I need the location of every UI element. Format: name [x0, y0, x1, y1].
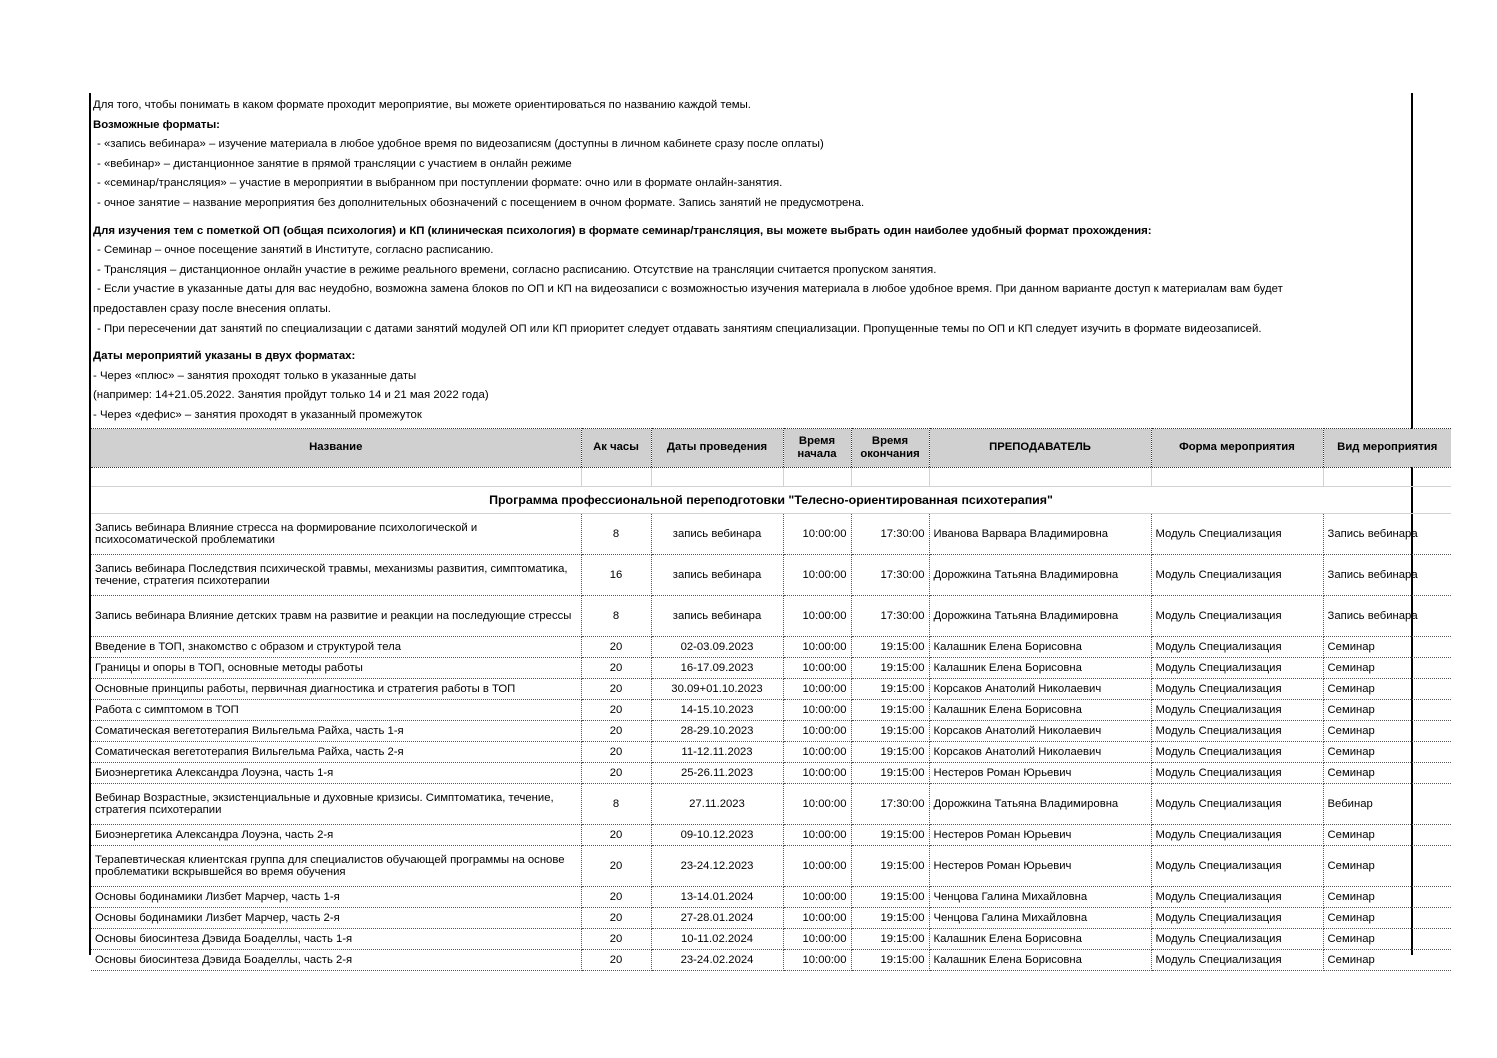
- cell-end-time: 17:30:00: [851, 784, 929, 825]
- cell-hours: 20: [581, 700, 651, 721]
- cell-teacher: Дорожкина Татьяна Владимировна: [929, 555, 1151, 596]
- cell-kind: Вебинар: [1323, 784, 1451, 825]
- spacer: [93, 214, 1411, 222]
- cell-end-time: 19:15:00: [851, 721, 929, 742]
- cell-start-time: 10:00:00: [783, 679, 851, 700]
- cell-hours: 16: [581, 555, 651, 596]
- table-head: [91, 429, 1451, 468]
- cell-form: Модуль Специализация: [1151, 763, 1323, 784]
- cell-teacher: Дорожкина Татьяна Владимировна: [929, 784, 1151, 825]
- cell-teacher: Калашник Елена Борисовна: [929, 637, 1151, 658]
- cell-dates: 02-03.09.2023: [651, 637, 783, 658]
- spacer: [93, 339, 1411, 347]
- cell-form: Модуль Специализация: [1151, 908, 1323, 929]
- program-table-wrapper: [91, 428, 1438, 971]
- col-header-hours: Ак часы: [581, 429, 651, 468]
- cell-form: Модуль Специализация: [1151, 846, 1323, 887]
- spacer-cell: [651, 468, 783, 487]
- cell-teacher: Корсаков Анатолий Николаевич: [929, 721, 1151, 742]
- cell-form: Модуль Специализация: [1151, 825, 1323, 846]
- op-kp-line: - Семинар – очное посещение занятий в Институте, согласно расписанию.: [97, 244, 494, 257]
- cell-form: Модуль Специализация: [1151, 950, 1323, 971]
- cell-name: Запись вебинара Влияние детских травм на развитие и реакции на последующие стрессы: [91, 596, 581, 637]
- cell-teacher: Дорожкина Татьяна Владимировна: [929, 596, 1151, 637]
- cell-end-time: 19:15:00: [851, 700, 929, 721]
- op-kp-heading: Для изучения тем с пометкой ОП (общая психология) и КП (клиническая психология) в формате семинар/трансляция, вы можете выбрать один наиболее удобный формат прохождения:: [93, 224, 1152, 237]
- cell-start-time: 10:00:00: [783, 514, 851, 555]
- cell-kind: Запись вебинара: [1323, 596, 1451, 637]
- cell-form: Модуль Специализация: [1151, 784, 1323, 825]
- cell-hours: 20: [581, 929, 651, 950]
- cell-name: Запись вебинара Последствия психической травмы, механизмы развития, симптоматика, течение, стратегия психотерапии: [91, 555, 581, 596]
- cell-form: Модуль Специализация: [1151, 555, 1323, 596]
- cell-hours: 20: [581, 825, 651, 846]
- cell-hours: 20: [581, 908, 651, 929]
- cell-kind: Семинар: [1323, 658, 1451, 679]
- cell-start-time: 10:00:00: [783, 555, 851, 596]
- cell-kind: Семинар: [1323, 637, 1451, 658]
- op-kp-line: - Если участие в указанные даты для вас неудобно, возможна замена блоков по ОП и КП на видеозаписи с возможностью изучения материала в любое удобное время. При данном варианте доступ к материалам вам будет: [97, 283, 1283, 296]
- cell-kind: Семинар: [1323, 908, 1451, 929]
- cell-end-time: 19:15:00: [851, 950, 929, 971]
- cell-kind: Запись вебинара: [1323, 514, 1451, 555]
- table-title: Программа профессиональной переподготовки "Телесно-ориентированная психотерапия": [91, 487, 1451, 514]
- table-row: [91, 658, 1451, 679]
- cell-end-time: 19:15:00: [851, 763, 929, 784]
- cell-name: Введение в ТОП, знакомство с образом и структурой тела: [91, 637, 581, 658]
- format-line: - «запись вебинара» – изучение материала в любое удобное время по видеозаписям (доступны в личном кабинете сразу после оплаты): [97, 138, 824, 151]
- cell-end-time: 19:15:00: [851, 929, 929, 950]
- cell-form: Модуль Специализация: [1151, 887, 1323, 908]
- cell-hours: 20: [581, 637, 651, 658]
- col-header-end-line2: окончания: [860, 448, 920, 460]
- cell-end-time: 19:15:00: [851, 887, 929, 908]
- cell-teacher: Корсаков Анатолий Николаевич: [929, 679, 1151, 700]
- cell-hours: 20: [581, 763, 651, 784]
- cell-teacher: Нестеров Роман Юрьевич: [929, 763, 1151, 784]
- cell-dates: 16-17.09.2023: [651, 658, 783, 679]
- cell-hours: 8: [581, 596, 651, 637]
- table-preamble: [91, 468, 1451, 514]
- cell-kind: Семинар: [1323, 887, 1451, 908]
- cell-dates: запись вебинара: [651, 555, 783, 596]
- intro-text-block: [93, 96, 1411, 445]
- cell-dates: 30.09+01.10.2023: [651, 679, 783, 700]
- spacer-cell: [1151, 468, 1323, 487]
- col-header-end-line1: Время: [871, 434, 909, 447]
- cell-hours: 20: [581, 950, 651, 971]
- cell-hours: 8: [581, 784, 651, 825]
- cell-teacher: Калашник Елена Борисовна: [929, 700, 1151, 721]
- cell-kind: Семинар: [1323, 742, 1451, 763]
- cell-dates: 27.11.2023: [651, 784, 783, 825]
- table-row: [91, 742, 1451, 763]
- dates-line: (например: 14+21.05.2022. Занятия пройдут только 14 и 21 мая 2022 года): [93, 389, 489, 402]
- table-row: [91, 846, 1451, 887]
- cell-dates: 09-10.12.2023: [651, 825, 783, 846]
- table-row: [91, 555, 1451, 596]
- cell-form: Модуль Специализация: [1151, 700, 1323, 721]
- cell-end-time: 19:15:00: [851, 742, 929, 763]
- cell-start-time: 10:00:00: [783, 887, 851, 908]
- cell-teacher: Калашник Елена Борисовна: [929, 658, 1151, 679]
- format-line: - «семинар/трансляция» – участие в мероприятии в выбранном при поступлении формате: очно или в формате онлайн-занятия.: [97, 177, 783, 190]
- cell-name: Основы биосинтеза Дэвида Боаделлы, часть 1-я: [91, 929, 581, 950]
- cell-form: Модуль Специализация: [1151, 721, 1323, 742]
- cell-end-time: 19:15:00: [851, 846, 929, 887]
- cell-dates: 27-28.01.2024: [651, 908, 783, 929]
- col-header-name: Название: [91, 429, 581, 468]
- cell-form: Модуль Специализация: [1151, 742, 1323, 763]
- cell-start-time: 10:00:00: [783, 637, 851, 658]
- cell-end-time: 17:30:00: [851, 555, 929, 596]
- cell-teacher: Ченцова Галина Михайловна: [929, 908, 1151, 929]
- op-kp-line: - Трансляция – дистанционное онлайн участие в режиме реального времени, согласно расписанию. Отсутствие на трансляции считается пропуском занятия.: [97, 263, 937, 276]
- table-header-row: [91, 429, 1451, 468]
- cell-kind: Семинар: [1323, 679, 1451, 700]
- cell-dates: запись вебинара: [651, 514, 783, 555]
- cell-end-time: 17:30:00: [851, 596, 929, 637]
- cell-dates: 23-24.02.2024: [651, 950, 783, 971]
- col-header-end-time: [851, 429, 929, 468]
- cell-name: Соматическая вегетотерапия Вильгельма Райха, часть 1-я: [91, 721, 581, 742]
- cell-name: Биоэнергетика Александра Лоуэна, часть 2-я: [91, 825, 581, 846]
- table-row: [91, 514, 1451, 555]
- cell-name: Основы бодинамики Лизбет Марчер, часть 2-я: [91, 908, 581, 929]
- table-body: [91, 514, 1451, 971]
- table-row: [91, 929, 1451, 950]
- spacer-cell: [91, 468, 581, 487]
- op-kp-line: - При пересечении дат занятий по специализации с датами занятий модулей ОП или КП приоритет следует отдавать занятиям специализации. Пропущенные темы по ОП и КП следует изучить в формате видеозаписей.: [97, 322, 1262, 335]
- cell-end-time: 19:15:00: [851, 908, 929, 929]
- cell-form: Модуль Специализация: [1151, 658, 1323, 679]
- cell-kind: Семинар: [1323, 763, 1451, 784]
- col-header-start-line1: Время: [798, 434, 836, 447]
- spacer-cell: [581, 468, 651, 487]
- dates-line: - Через «дефис» – занятия проходят в указанный промежуток: [93, 408, 422, 421]
- table-row: [91, 637, 1451, 658]
- op-kp-line: предоставлен сразу после внесения оплаты.: [93, 302, 331, 315]
- spacer-cell: [783, 468, 851, 487]
- cell-kind: Семинар: [1323, 929, 1451, 950]
- cell-name: Вебинар Возрастные, экзистенциальные и духовные кризисы. Симптоматика, течение, стратегия психотерапии: [91, 784, 581, 825]
- cell-hours: 20: [581, 721, 651, 742]
- col-header-start-line2: начала: [797, 448, 837, 460]
- table-row: [91, 679, 1451, 700]
- cell-hours: 20: [581, 887, 651, 908]
- program-table: [91, 428, 1451, 971]
- cell-teacher: Калашник Елена Борисовна: [929, 929, 1151, 950]
- table-row: [91, 721, 1451, 742]
- cell-name: Основы бодинамики Лизбет Марчер, часть 1-я: [91, 887, 581, 908]
- cell-end-time: 19:15:00: [851, 658, 929, 679]
- cell-start-time: 10:00:00: [783, 846, 851, 887]
- table-title-row: [91, 487, 1451, 514]
- format-line: - «вебинар» – дистанционное занятие в прямой трансляции с участием в онлайн режиме: [97, 157, 572, 170]
- cell-end-time: 17:30:00: [851, 514, 929, 555]
- cell-kind: Семинар: [1323, 700, 1451, 721]
- cell-start-time: 10:00:00: [783, 908, 851, 929]
- cell-teacher: Корсаков Анатолий Николаевич: [929, 742, 1151, 763]
- cell-start-time: 10:00:00: [783, 596, 851, 637]
- dates-line: - Через «плюс» – занятия проходят только в указанные даты: [93, 369, 417, 382]
- cell-name: Работа с симптомом в ТОП: [91, 700, 581, 721]
- cell-kind: Семинар: [1323, 950, 1451, 971]
- cell-start-time: 10:00:00: [783, 700, 851, 721]
- col-header-start-time: [783, 429, 851, 468]
- cell-start-time: 10:00:00: [783, 825, 851, 846]
- cell-dates: 25-26.11.2023: [651, 763, 783, 784]
- format-line: - очное занятие – название мероприятия без дополнительных обозначений с посещением в очном формате. Запись занятий не предусмотрена.: [97, 196, 865, 209]
- cell-form: Модуль Специализация: [1151, 637, 1323, 658]
- cell-name: Соматическая вегетотерапия Вильгельма Райха, часть 2-я: [91, 742, 581, 763]
- formats-heading: Возможные форматы:: [93, 118, 220, 131]
- cell-start-time: 10:00:00: [783, 742, 851, 763]
- cell-hours: 20: [581, 846, 651, 887]
- cell-dates: 14-15.10.2023: [651, 700, 783, 721]
- cell-teacher: Нестеров Роман Юрьевич: [929, 846, 1151, 887]
- cell-dates: 23-24.12.2023: [651, 846, 783, 887]
- cell-dates: 10-11.02.2024: [651, 929, 783, 950]
- intro-lead: Для того, чтобы понимать в каком формате проходит мероприятие, вы можете ориентироваться по названию каждой темы.: [93, 99, 751, 111]
- cell-hours: 8: [581, 514, 651, 555]
- cell-teacher: Ченцова Галина Михайловна: [929, 887, 1151, 908]
- spacer-cell: [929, 468, 1151, 487]
- cell-form: Модуль Специализация: [1151, 929, 1323, 950]
- cell-name: Биоэнергетика Александра Лоуэна, часть 1-я: [91, 763, 581, 784]
- cell-kind: Семинар: [1323, 825, 1451, 846]
- cell-start-time: 10:00:00: [783, 950, 851, 971]
- cell-start-time: 10:00:00: [783, 784, 851, 825]
- cell-teacher: Калашник Елена Борисовна: [929, 950, 1151, 971]
- cell-kind: Семинар: [1323, 721, 1451, 742]
- table-row: [91, 596, 1451, 637]
- cell-name: Основы биосинтеза Дэвида Боаделлы, часть 2-я: [91, 950, 581, 971]
- cell-end-time: 19:15:00: [851, 679, 929, 700]
- cell-name: Основные принципы работы, первичная диагностика и стратегия работы в ТОП: [91, 679, 581, 700]
- cell-start-time: 10:00:00: [783, 721, 851, 742]
- cell-name: Терапевтическая клиентская группа для специалистов обучающей программы на основе проблематики вскрывшейся во время обучения: [91, 846, 581, 887]
- col-header-kind: Вид мероприятия: [1323, 429, 1451, 468]
- cell-start-time: 10:00:00: [783, 763, 851, 784]
- cell-name: Запись вебинара Влияние стресса на формирование психологической и психосоматической проблематики: [91, 514, 581, 555]
- cell-dates: 13-14.01.2024: [651, 887, 783, 908]
- table-row: [91, 784, 1451, 825]
- cell-teacher: Нестеров Роман Юрьевич: [929, 825, 1151, 846]
- table-row: [91, 950, 1451, 971]
- col-header-dates: Даты проведения: [651, 429, 783, 468]
- cell-teacher: Иванова Варвара Владимировна: [929, 514, 1151, 555]
- cell-start-time: 10:00:00: [783, 929, 851, 950]
- spacer-cell: [1323, 468, 1451, 487]
- col-header-teacher: ПРЕПОДАВАТЕЛЬ: [929, 429, 1151, 468]
- dates-heading: Даты мероприятий указаны в двух форматах:: [93, 350, 356, 363]
- cell-kind: Запись вебинара: [1323, 555, 1451, 596]
- cell-kind: Семинар: [1323, 846, 1451, 887]
- spacer-row: [91, 468, 1451, 487]
- cell-name: Границы и опоры в ТОП, основные методы работы: [91, 658, 581, 679]
- cell-form: Модуль Специализация: [1151, 679, 1323, 700]
- table-row: [91, 763, 1451, 784]
- cell-form: Модуль Специализация: [1151, 596, 1323, 637]
- cell-dates: 11-12.11.2023: [651, 742, 783, 763]
- cell-end-time: 19:15:00: [851, 637, 929, 658]
- table-row: [91, 887, 1451, 908]
- spacer-cell: [851, 468, 929, 487]
- cell-form: Модуль Специализация: [1151, 514, 1323, 555]
- cell-start-time: 10:00:00: [783, 658, 851, 679]
- cell-end-time: 19:15:00: [851, 825, 929, 846]
- cell-dates: 28-29.10.2023: [651, 721, 783, 742]
- table-row: [91, 700, 1451, 721]
- table-row: [91, 825, 1451, 846]
- cell-dates: запись вебинара: [651, 596, 783, 637]
- table-row: [91, 908, 1451, 929]
- cell-hours: 20: [581, 679, 651, 700]
- cell-hours: 20: [581, 658, 651, 679]
- cell-hours: 20: [581, 742, 651, 763]
- col-header-form: Форма мероприятия: [1151, 429, 1323, 468]
